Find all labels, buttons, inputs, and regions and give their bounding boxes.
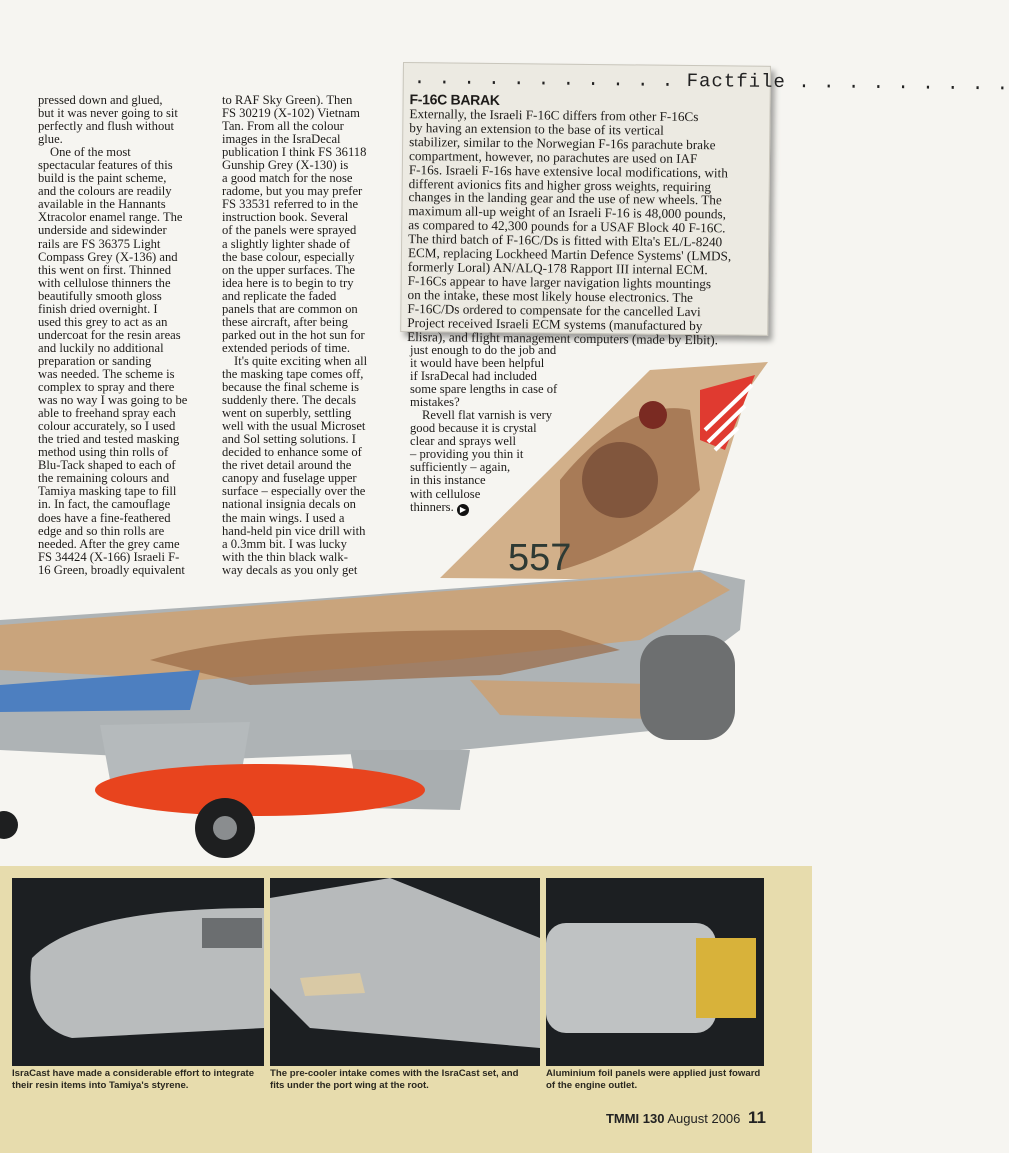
text-line: Compass Grey (X-136) and bbox=[38, 249, 178, 264]
text-line: clear and sprays well bbox=[410, 434, 516, 449]
text-line: finish dried overnight. I bbox=[38, 301, 158, 316]
text-line: thinners. ▶ bbox=[410, 501, 557, 514]
text-line: perfectly and flush without bbox=[38, 119, 175, 134]
text-line: in this instance bbox=[410, 473, 486, 488]
factfile-line: stabilizer, similar to the Norwegian F-16s parachute brake bbox=[409, 133, 716, 153]
text-line: the main wings. I used a bbox=[222, 510, 345, 525]
caption-line: Aluminium foil panels were applied just foward bbox=[546, 1068, 761, 1079]
text-line: with cellulose bbox=[410, 486, 481, 501]
text-line: images in the IsraDecal bbox=[222, 132, 341, 147]
factfile-line: maximum all-up weight of an Israeli F-16 is 48,000 pounds, bbox=[408, 203, 727, 222]
text-line: was no way I was going to be bbox=[38, 393, 188, 408]
text-line: if IsraDecal had included bbox=[410, 369, 537, 384]
text-line: It's quite exciting when all bbox=[234, 353, 368, 368]
text-line: colour accurately, so I used bbox=[38, 419, 176, 434]
text-line: spectacular features of this bbox=[38, 158, 173, 173]
text-line: One of the most bbox=[50, 145, 131, 160]
factfile-line: on the intake, these most likely house electronics. The bbox=[407, 286, 694, 305]
text-line: extended periods of time. bbox=[222, 340, 350, 355]
text-line: glue. bbox=[38, 132, 63, 147]
text-line: underside and sidewinder bbox=[38, 223, 167, 238]
end-of-article-icon: ▶ bbox=[457, 504, 469, 516]
text-line: Revell flat varnish is very bbox=[422, 408, 553, 423]
text-line: parked out in the hot sun for bbox=[222, 327, 365, 342]
text-line: does have a fine-feathered bbox=[38, 510, 171, 525]
text-line: used this grey to act as an bbox=[38, 314, 168, 329]
text-line: and the colours are readily bbox=[38, 184, 172, 199]
caption-line: of the engine outlet. bbox=[546, 1080, 638, 1091]
text-line: the base colour, especially bbox=[222, 249, 355, 264]
factfile-line: F-16s. Israeli F-16s have extensive local modifications, with bbox=[408, 161, 728, 181]
caption-3 bbox=[546, 1068, 760, 1092]
text-line: well with the usual Microset bbox=[222, 419, 366, 434]
text-line: went on superbly, settling bbox=[222, 406, 352, 421]
text-line: the remaining colours and bbox=[38, 471, 170, 486]
text-line: a good match for the nose bbox=[222, 171, 353, 186]
caption-line: IsraCast have made a considerable effort to integrate bbox=[12, 1068, 255, 1079]
factfile-line: F-16Cs appear to have larger navigation lights mountings bbox=[407, 272, 712, 292]
factfile-box bbox=[400, 62, 1009, 347]
page-footer bbox=[606, 1108, 766, 1128]
photo-pre-cooler-intake bbox=[270, 878, 540, 1066]
factfile-line: ECM, replacing Lockheed Martin Defence Systems' (LMDS, bbox=[407, 245, 732, 264]
factfile-line: compartment, however, no parachutes are used on IAF bbox=[408, 147, 698, 166]
text-line: FS 34424 (X-166) Israeli F- bbox=[38, 549, 180, 564]
photo-intake-resin bbox=[12, 878, 264, 1066]
factfile-line: formerly Loral) AN/ALQ-178 Rapport III internal ECM. bbox=[407, 259, 708, 278]
factfile-body bbox=[401, 107, 769, 347]
factfile-line: changes in the landing gear and the use of new wheels. The bbox=[408, 189, 722, 208]
text-line: suddenly there. The decals bbox=[222, 393, 357, 408]
text-line: some spare lengths in case of bbox=[410, 382, 558, 397]
text-line: but it was never going to sit bbox=[38, 106, 178, 121]
caption-line: fits under the port wing at the root. bbox=[270, 1080, 429, 1091]
text-line: able to freehand spray each bbox=[38, 406, 176, 421]
caption-1 bbox=[12, 1068, 254, 1092]
text-line: pressed down and glued, bbox=[38, 93, 163, 107]
issue-date: August 2006 bbox=[667, 1111, 741, 1126]
aircraft-model-photo bbox=[0, 327, 812, 870]
issue-label: TMMI 130 bbox=[605, 1111, 665, 1126]
text-line: preparation or sanding bbox=[38, 353, 152, 368]
text-line: Blu-Tack shaped to each of bbox=[38, 458, 176, 473]
factfile-line: The third batch of F-16C/Ds is fitted with Elta's EL/L-8240 bbox=[408, 231, 723, 250]
text-line: complex to spray and there bbox=[38, 380, 175, 395]
text-line: available in the Hannants bbox=[38, 197, 166, 212]
text-line: a slightly lighter shade of bbox=[222, 236, 351, 251]
text-line: rails are FS 36375 Light bbox=[38, 236, 161, 251]
factfile-line: different avionics fits and higher gross weights, requiring bbox=[408, 175, 712, 194]
text-line: Xtracolor enamel range. The bbox=[38, 210, 183, 225]
text-line: method using thin rolls of bbox=[38, 445, 169, 460]
text-line: a 0.3mm bit. I was lucky bbox=[222, 536, 347, 551]
text-line: Gunship Grey (X-130) is bbox=[222, 158, 349, 173]
text-line: undercoat for the resin areas bbox=[38, 327, 181, 342]
text-line: with cellulose thinners the bbox=[38, 275, 171, 290]
text-line: good because it is crystal bbox=[410, 421, 537, 436]
text-line: and luckily no additional bbox=[38, 340, 164, 355]
text-line: of the panels were sprayed bbox=[222, 223, 357, 238]
text-line: publication I think FS 36118 bbox=[222, 145, 367, 160]
text-line: these aircraft, after being bbox=[222, 314, 348, 329]
text-line: instruction book. Several bbox=[222, 210, 349, 225]
text-line: surface – especially over the bbox=[222, 484, 366, 499]
caption-line: The pre-cooler intake comes with the IsraCast set, and bbox=[270, 1068, 519, 1079]
text-line: national insignia decals on bbox=[222, 497, 356, 512]
text-line: Tamiya masking tape to fill bbox=[38, 484, 177, 499]
text-line: panels that are common on bbox=[222, 301, 358, 316]
text-line: mistakes? bbox=[410, 395, 460, 410]
text-line: was needed. The scheme is bbox=[38, 366, 175, 381]
factfile-line: by having an extension to the base of its vertical bbox=[409, 119, 664, 138]
factfile-line: Project received Israeli ECM systems (manufactured by bbox=[407, 314, 703, 333]
text-line: beautifully smooth gloss bbox=[38, 288, 162, 303]
text-line: canopy and fuselage upper bbox=[222, 471, 357, 486]
text-line: FS 33531 referred to in the bbox=[222, 197, 359, 212]
text-line: this went on first. Thinned bbox=[38, 262, 172, 277]
text-line: edge and so thin rolls are bbox=[38, 523, 165, 538]
factfile-line: F-16C/Ds ordered to compensate for the cancelled Lavi bbox=[407, 300, 701, 319]
text-line: way decals as you only get bbox=[222, 562, 358, 577]
text-line: sufficiently – again, bbox=[410, 460, 511, 475]
text-line: to RAF Sky Green). Then bbox=[222, 93, 353, 107]
text-line: it would have been helpful bbox=[410, 356, 545, 371]
text-line: the rivet detail around the bbox=[222, 458, 352, 473]
text-line: and Sol setting solutions. I bbox=[222, 432, 356, 447]
caption-2 bbox=[270, 1068, 518, 1092]
text-line: decided to enhance some of bbox=[222, 445, 362, 460]
factfile-line: Elisra), and flight management computers (made by Elbit). bbox=[407, 328, 719, 347]
text-line: in. In fact, the camouflage bbox=[38, 497, 171, 512]
text-line: FS 30219 (X-102) Vietnam bbox=[222, 106, 360, 121]
text-line: the tried and tested masking bbox=[38, 432, 180, 447]
factfile-line: as compared to 42,300 pounds for a USAF Block 40 F-16C. bbox=[408, 217, 726, 236]
factfile-heading: F-16C BARAK bbox=[409, 91, 500, 109]
text-line: 16 Green, broadly equivalent bbox=[38, 562, 185, 577]
text-line: because the final scheme is bbox=[222, 380, 360, 395]
text-line: radome, but you may prefer bbox=[222, 184, 363, 199]
tail-number: 557 bbox=[508, 537, 572, 579]
factfile-title: . . . . . . . . . . . Factfile . . . . . . . . . bbox=[413, 67, 1009, 96]
text-line: with the thin black walk- bbox=[222, 549, 348, 564]
page-number: 11 bbox=[748, 1108, 766, 1127]
photo-foil-panels bbox=[546, 878, 764, 1066]
text-line: and replicate the faded bbox=[222, 288, 337, 303]
text-line: build is the paint scheme, bbox=[38, 171, 167, 186]
text-line: hand-held pin vice drill with bbox=[222, 523, 366, 538]
text-line: – providing you thin it bbox=[410, 447, 524, 462]
text-line: Tan. From all the colour bbox=[222, 119, 344, 134]
text-line: the masking tape comes off, bbox=[222, 366, 364, 381]
caption-line: their resin items into Tamiya's styrene. bbox=[12, 1080, 189, 1091]
text-line: idea here is to begin to try bbox=[222, 275, 354, 290]
text-line: on the upper surfaces. The bbox=[222, 262, 356, 277]
text-line: just enough to do the job and bbox=[410, 343, 557, 357]
factfile-line: Externally, the Israeli F-16C differs from other F-16Cs bbox=[409, 106, 699, 125]
text-line: needed. After the grey came bbox=[38, 536, 180, 551]
